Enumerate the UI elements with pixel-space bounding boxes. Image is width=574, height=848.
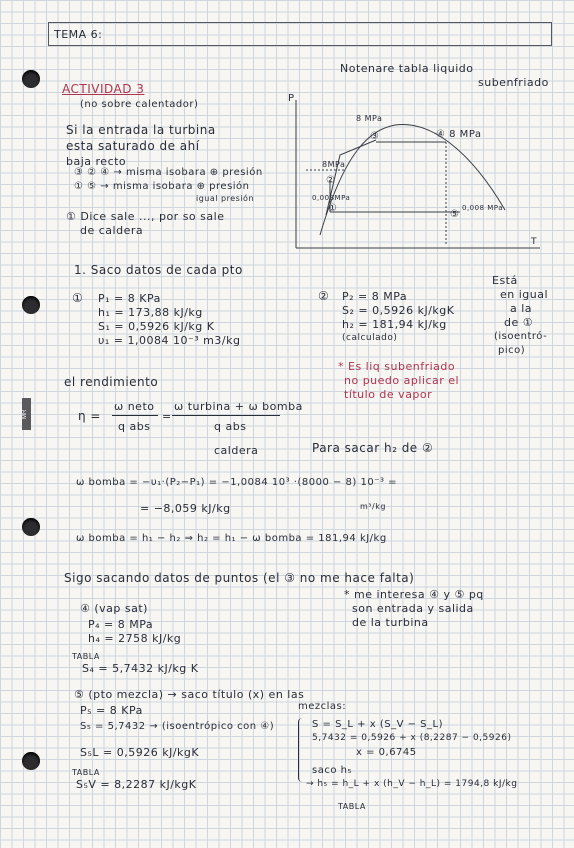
bomba-line3: ω bomba = h₁ − h₂ ⇒ h₂ = h₁ − ω bomba = 181,94 kJ/kg: [76, 533, 387, 544]
page-title: TEMA 6:: [54, 28, 103, 41]
diagram-point4: ④ 8 MPa: [436, 129, 482, 140]
intro-line5: ① ⑤ → misma isobara ⊕ presión: [74, 181, 250, 192]
sigo-note2: son entrada y salida: [352, 602, 474, 615]
warning-1: * Es liq subenfriado: [338, 360, 456, 373]
sigo-note1: * me interesa ④ y ⑤ pq: [344, 588, 484, 601]
intro-line8: de caldera: [80, 224, 144, 237]
diagram-left-pressure: 8MPa: [322, 160, 346, 169]
top-note-line1: Notenare tabla liquido: [340, 62, 474, 75]
warning-3: título de vapor: [344, 388, 433, 401]
rendimiento-title: el rendimiento: [64, 375, 159, 389]
para-sacar: Para sacar h₂ de ②: [312, 441, 434, 455]
intro-line1: Si la entrada la turbina: [66, 123, 216, 137]
point1-circle: ①: [72, 291, 84, 305]
top-note-line2: subenfriado: [478, 76, 549, 89]
intro-line2: esta saturado de ahí: [66, 139, 200, 153]
point5-head: ⑤ (pto mezcla) → saco título (x) en las: [74, 688, 305, 701]
eta-den2: q abs: [214, 420, 247, 433]
point5-p: P₅ = 8 KPa: [80, 704, 143, 717]
brand-logo: MR: [22, 398, 31, 430]
diagram-low-pressure: 0,008MPa: [312, 194, 351, 202]
brace: [298, 718, 305, 782]
mezcla-line4: saco h₅: [312, 765, 352, 776]
eta-den2b: caldera: [214, 444, 259, 457]
diagram-point2: ②: [326, 175, 336, 186]
side-note-4: de ①: [504, 316, 534, 329]
point2-circle: ②: [318, 289, 330, 303]
eta-equals: =: [162, 410, 172, 423]
eta-symbol: η =: [78, 409, 101, 423]
diagram-point5: ⑤: [450, 209, 460, 220]
intro-line6: igual presión: [196, 194, 255, 203]
mezcla-tabla: TABLA: [338, 802, 366, 811]
point2-h: h₂ = 181,94 kJ/kg: [342, 318, 447, 331]
point1-h: h₁ = 173,88 kJ/kg: [98, 306, 203, 319]
point2-note: (calculado): [342, 333, 398, 343]
bomba-line1: ω bomba = −υ₁·(P₂−P₁) = −1,0084 10³ ·(8000 − 8) 10⁻³ =: [76, 477, 398, 488]
point4-p: P₄ = 8 MPa: [88, 618, 154, 631]
fraction-bar-2: [172, 415, 280, 416]
diagram-y-label: P: [288, 93, 295, 104]
side-note-6: pico): [498, 345, 526, 356]
eta-den: q abs: [118, 420, 151, 433]
point1-s: S₁ = 0,5926 kJ/kg K: [98, 320, 215, 333]
mezcla-line5: → h₅ = h_L + x (h_V − h_L) = 1794,8 kJ/kg: [306, 779, 518, 789]
section1-title: 1. Saco datos de cada pto: [74, 263, 243, 277]
diagram-top-pressure: 8 MPa: [356, 114, 383, 123]
intro-line3: baja recto: [66, 155, 127, 168]
activity-subtitle: (no sobre calentador): [80, 99, 199, 110]
warning-2: no puedo aplicar el: [344, 374, 460, 387]
mezcla-line1: S = S_L + x (S_V − S_L): [312, 719, 443, 730]
point1-v: υ₁ = 1,0084 10⁻³ m3/kg: [98, 334, 241, 347]
side-note-2: en igual: [500, 288, 549, 301]
point5-sv: S₅V = 8,2287 kJ/kgK: [76, 778, 197, 791]
intro-line7: ① Dice sale ..., por so sale: [66, 210, 225, 223]
diagram-point1: ①: [328, 203, 338, 214]
point4-tabla: TABLA: [72, 652, 100, 661]
point2-p: P₂ = 8 MPa: [342, 290, 408, 303]
intro-line4: ③ ② ④ → misma isobara ⊕ presión: [74, 167, 263, 178]
activity-title: ACTIVIDAD 3: [62, 82, 145, 96]
bomba-units: m³/kg: [360, 502, 386, 511]
point5-head2: mezclas:: [298, 701, 347, 712]
point5-s: S₅ = 5,7432 → (isoentrópico con ④): [80, 721, 275, 732]
point4-head: ④ (vap sat): [80, 602, 148, 615]
fraction-bar: [112, 415, 158, 416]
eta-num: ω neto: [114, 400, 155, 413]
bomba-line2: = −8,059 kJ/kg: [140, 502, 231, 515]
eta-num2: ω turbina + ω bomba: [174, 400, 303, 413]
point1-p: P₁ = 8 KPa: [98, 292, 161, 305]
side-note-5: (isoentró-: [494, 331, 548, 342]
sigo-title: Sigo sacando datos de puntos (el ③ no me hace falta): [64, 571, 415, 585]
mezcla-line2: 5,7432 = 0,5926 + x (8,2287 − 0,5926): [312, 733, 512, 743]
point4-s: S₄ = 5,7432 kJ/kg K: [82, 662, 199, 675]
diagram-x-label: T: [531, 237, 537, 247]
diagram-point5-pressure: 0,008 MPa: [462, 204, 504, 212]
point5-sl: S₅L = 0,5926 kJ/kgK: [80, 746, 200, 759]
sigo-note3: de la turbina: [352, 616, 429, 629]
side-note-3: a la: [510, 302, 533, 315]
point2-s: S₂ = 0,5926 kJ/kgK: [342, 304, 455, 317]
side-note-1: Está: [492, 274, 518, 287]
point4-h: h₄ = 2758 kJ/kg: [88, 632, 182, 645]
mezcla-line3: x = 0,6745: [356, 747, 417, 758]
diagram-point3: ③: [370, 131, 380, 142]
point5-tabla: TABLA: [72, 768, 100, 777]
